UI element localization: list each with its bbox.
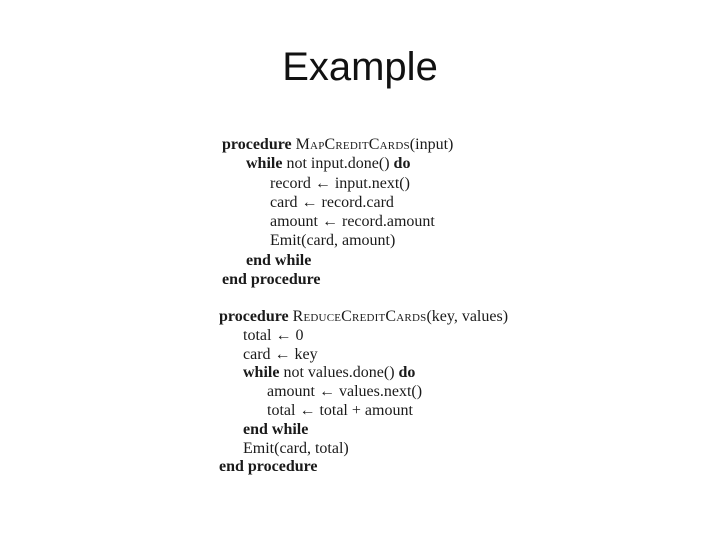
code-line: amount ← values.next() — [267, 383, 423, 401]
while-line — [219, 364, 508, 383]
procedure-args: (input) — [409, 136, 454, 153]
map-procedure-block — [222, 135, 453, 289]
end-while-line: end while — [243, 420, 309, 438]
while-keyword: while — [246, 155, 283, 173]
code-line: card ← record.card — [270, 193, 394, 211]
procedure-name: ReduceCreditCards — [292, 308, 427, 325]
procedure-name: MapCreditCards — [295, 136, 410, 153]
while-condition: not values.done() — [283, 364, 395, 382]
end-while-line: end while — [246, 251, 312, 269]
while-condition: not input.done() — [286, 155, 390, 173]
slide-title: Example — [282, 45, 438, 89]
procedure-keyword: procedure — [219, 308, 289, 325]
while-keyword: while — [243, 364, 280, 382]
procedure-args: (key, values) — [426, 308, 509, 325]
end-procedure-line: end procedure — [222, 271, 321, 289]
code-line: card ← key — [243, 345, 318, 363]
code-line: Emit(card, amount) — [270, 232, 396, 250]
code-line: Emit(card, total) — [243, 439, 349, 457]
do-keyword: do — [393, 155, 411, 173]
map-procedure-header — [222, 135, 453, 154]
code-line: total ← 0 — [243, 326, 304, 344]
procedure-keyword: procedure — [222, 136, 292, 153]
do-keyword: do — [398, 364, 416, 382]
reduce-procedure-block — [219, 308, 508, 477]
code-line: amount ← record.amount — [270, 213, 435, 231]
code-line: total ← total + amount — [267, 401, 413, 419]
code-line: record ← input.next() — [270, 174, 410, 192]
end-procedure-line: end procedure — [219, 458, 318, 476]
while-line — [222, 154, 453, 173]
reduce-procedure-header — [219, 308, 508, 327]
